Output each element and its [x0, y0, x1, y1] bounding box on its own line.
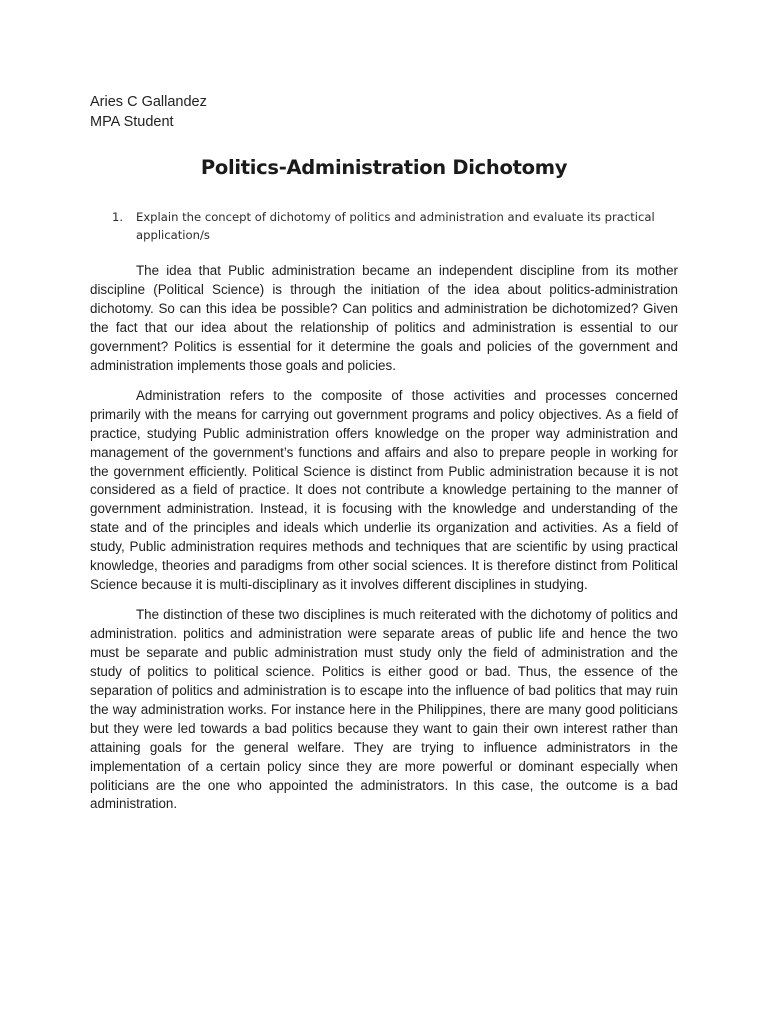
author-block [90, 93, 207, 132]
paragraph-1: The idea that Public administration became an independent discipline from its mother discipline (Political Science) is through the initiation of the idea about politics-administration dichotomy. So can this idea be possible? Can politics and administration be dichotomized? Given the fact that our idea about the relationship of politics and administration is essential to our government? Politics is essential for it determine the goals and policies of the government and administration implements those goals and policies. [90, 263, 678, 373]
author-role: MPA Student [90, 113, 174, 130]
document-title: Politics-Administration Dichotomy [200, 156, 568, 179]
paragraph-3: The distinction of these two disciplines is much reiterated with the dichotomy of politics and administration. politics and administration were separate areas of public life and hence the two must be separate and public administration must study only the field of administration and the study of politics to political science. Politics is either good or bad. Thus, the essence of the separation of politics and administration is to escape into the influence of bad politics that may ruin the way administration works. For instance here in the Philippines, there are many good politicians but they were led towards a bad politics because they want to gain their own interest rather than attaining goals for the general welfare. They are trying to influence administrators in the implementation of a certain policy since they are more powerful or dominant especially when politicians are the one who appointed the administrators. In this case, the outcome is a bad administration. [90, 607, 678, 812]
essay-body [90, 262, 678, 826]
question-text: Explain the concept of dichotomy of politics and administration and evaluate its practical application/s [136, 210, 655, 242]
question-item [112, 209, 672, 244]
paragraph-2: Administration refers to the composite of those activities and processes concerned primarily with the means for carrying out government programs and policy objectives. As a field of practice, studying Public administration offers knowledge on the proper way administration and management of the government’s functions and affairs and also to prepare people in working for the government efficiently. Political Science is distinct from Public administration because it is not considered as a field of practice. It does not contribute a knowledge pertaining to the manner of government administration. Instead, it is focusing with the knowledge and understanding of the state and of the principles and ideals which underlie its organization and activities. As a field of study, Public administration requires methods and techniques that are scientific by using practical knowledge, theories and paradigms from other social sciences. It is therefore distinct from Political Science because it is multi-disciplinary as it involves different disciplines in studying. [90, 387, 678, 592]
author-name: Aries C Gallandez [90, 94, 207, 110]
question-number: 1. [112, 210, 124, 224]
